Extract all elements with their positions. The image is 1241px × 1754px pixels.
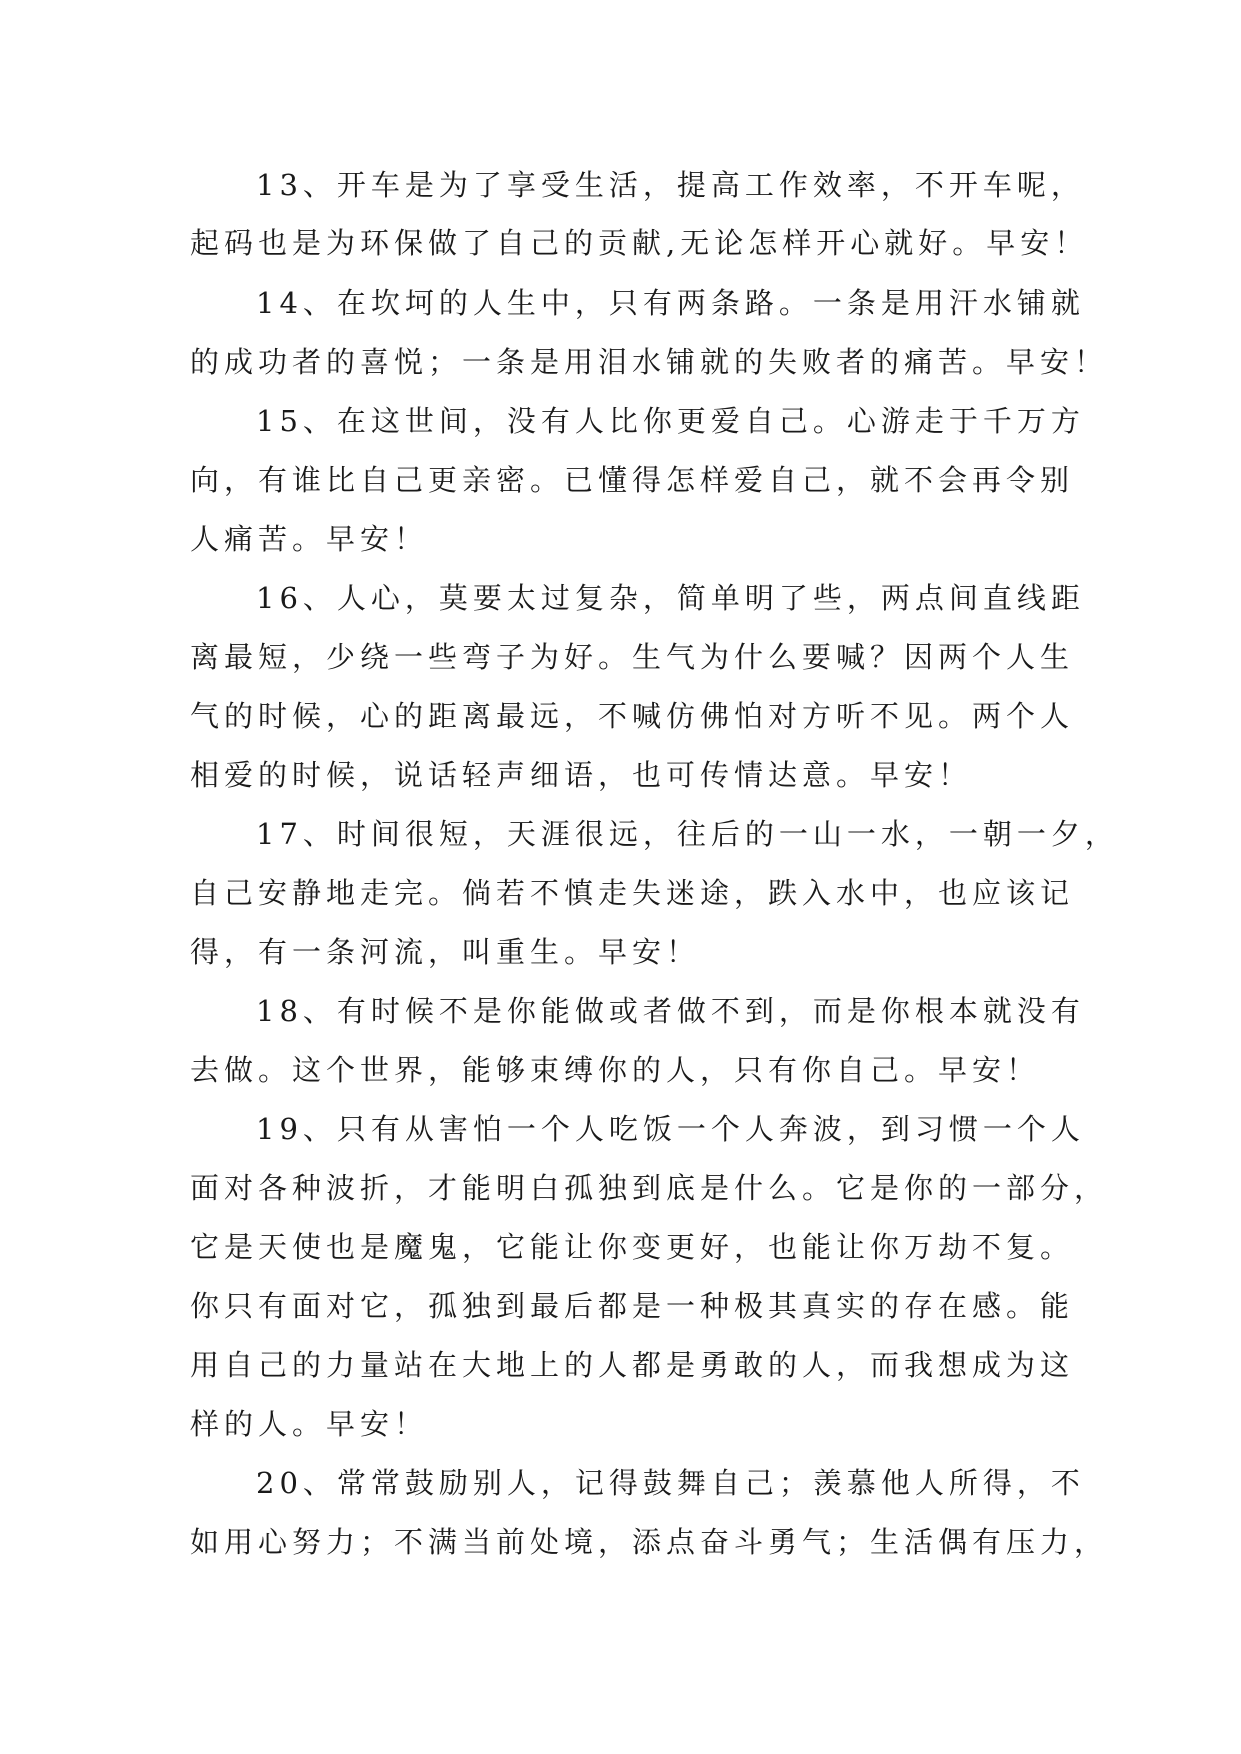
text-line: 人痛苦。早安！ xyxy=(190,522,429,556)
text-line: 如用心努力；不满当前处境，添点奋斗勇气；生活偶有压力， xyxy=(190,1525,1109,1559)
text-line: 18、有时候不是你能做或者做不到，而是你根本就没有 xyxy=(256,994,1085,1028)
text-line: 样的人。早安！ xyxy=(190,1407,429,1441)
text-line: 得，有一条河流，叫重生。早安！ xyxy=(190,935,701,969)
text-line: 17、时间很短，天涯很远，往后的一山一水，一朝一夕， xyxy=(256,817,1119,851)
text-line: 面对各种波折，才能明白孤独到底是什么。它是你的一部分， xyxy=(190,1171,1109,1205)
text-line: 去做。这个世界，能够束缚你的人，只有你自己。早安！ xyxy=(190,1053,1041,1087)
text-line: 19、只有从害怕一个人吃饭一个人奔波，到习惯一个人 xyxy=(256,1112,1085,1146)
text-line: 向，有谁比自己更亲密。已懂得怎样爱自己，就不会再令别 xyxy=(190,463,1075,497)
text-line: 用自己的力量站在大地上的人都是勇敢的人，而我想成为这 xyxy=(190,1348,1075,1382)
text-line: 的成功者的喜悦；一条是用泪水铺就的失败者的痛苦。早安！ xyxy=(190,345,1109,379)
text-line: 离最短，少绕一些弯子为好。生气为什么要喊？因两个人生 xyxy=(190,640,1075,674)
text-line: 气的时候，心的距离最远，不喊仿佛怕对方听不见。两个人 xyxy=(190,699,1075,733)
text-line: 16、人心，莫要太过复杂，简单明了些，两点间直线距 xyxy=(256,581,1085,615)
text-line: 它是天使也是魔鬼，它能让你变更好，也能让你万劫不复。 xyxy=(190,1230,1075,1264)
text-line: 相爱的时候，说话轻声细语，也可传情达意。早安！ xyxy=(190,758,973,792)
text-line: 自己安静地走完。倘若不慎走失迷途，跌入水中，也应该记 xyxy=(190,876,1075,910)
text-line: 20、常常鼓励别人，记得鼓舞自己；羡慕他人所得，不 xyxy=(256,1466,1085,1500)
text-line: 13、开车是为了享受生活，提高工作效率，不开车呢， xyxy=(256,168,1085,202)
text-line: 起码也是为环保做了自己的贡献,无论怎样开心就好。早安！ xyxy=(190,226,1089,260)
text-line: 你只有面对它，孤独到最后都是一种极其真实的存在感。能 xyxy=(190,1289,1075,1323)
text-line: 14、在坎坷的人生中，只有两条路。一条是用汗水铺就 xyxy=(256,286,1085,320)
text-line: 15、在这世间，没有人比你更爱自己。心游走于千万方 xyxy=(256,404,1085,438)
